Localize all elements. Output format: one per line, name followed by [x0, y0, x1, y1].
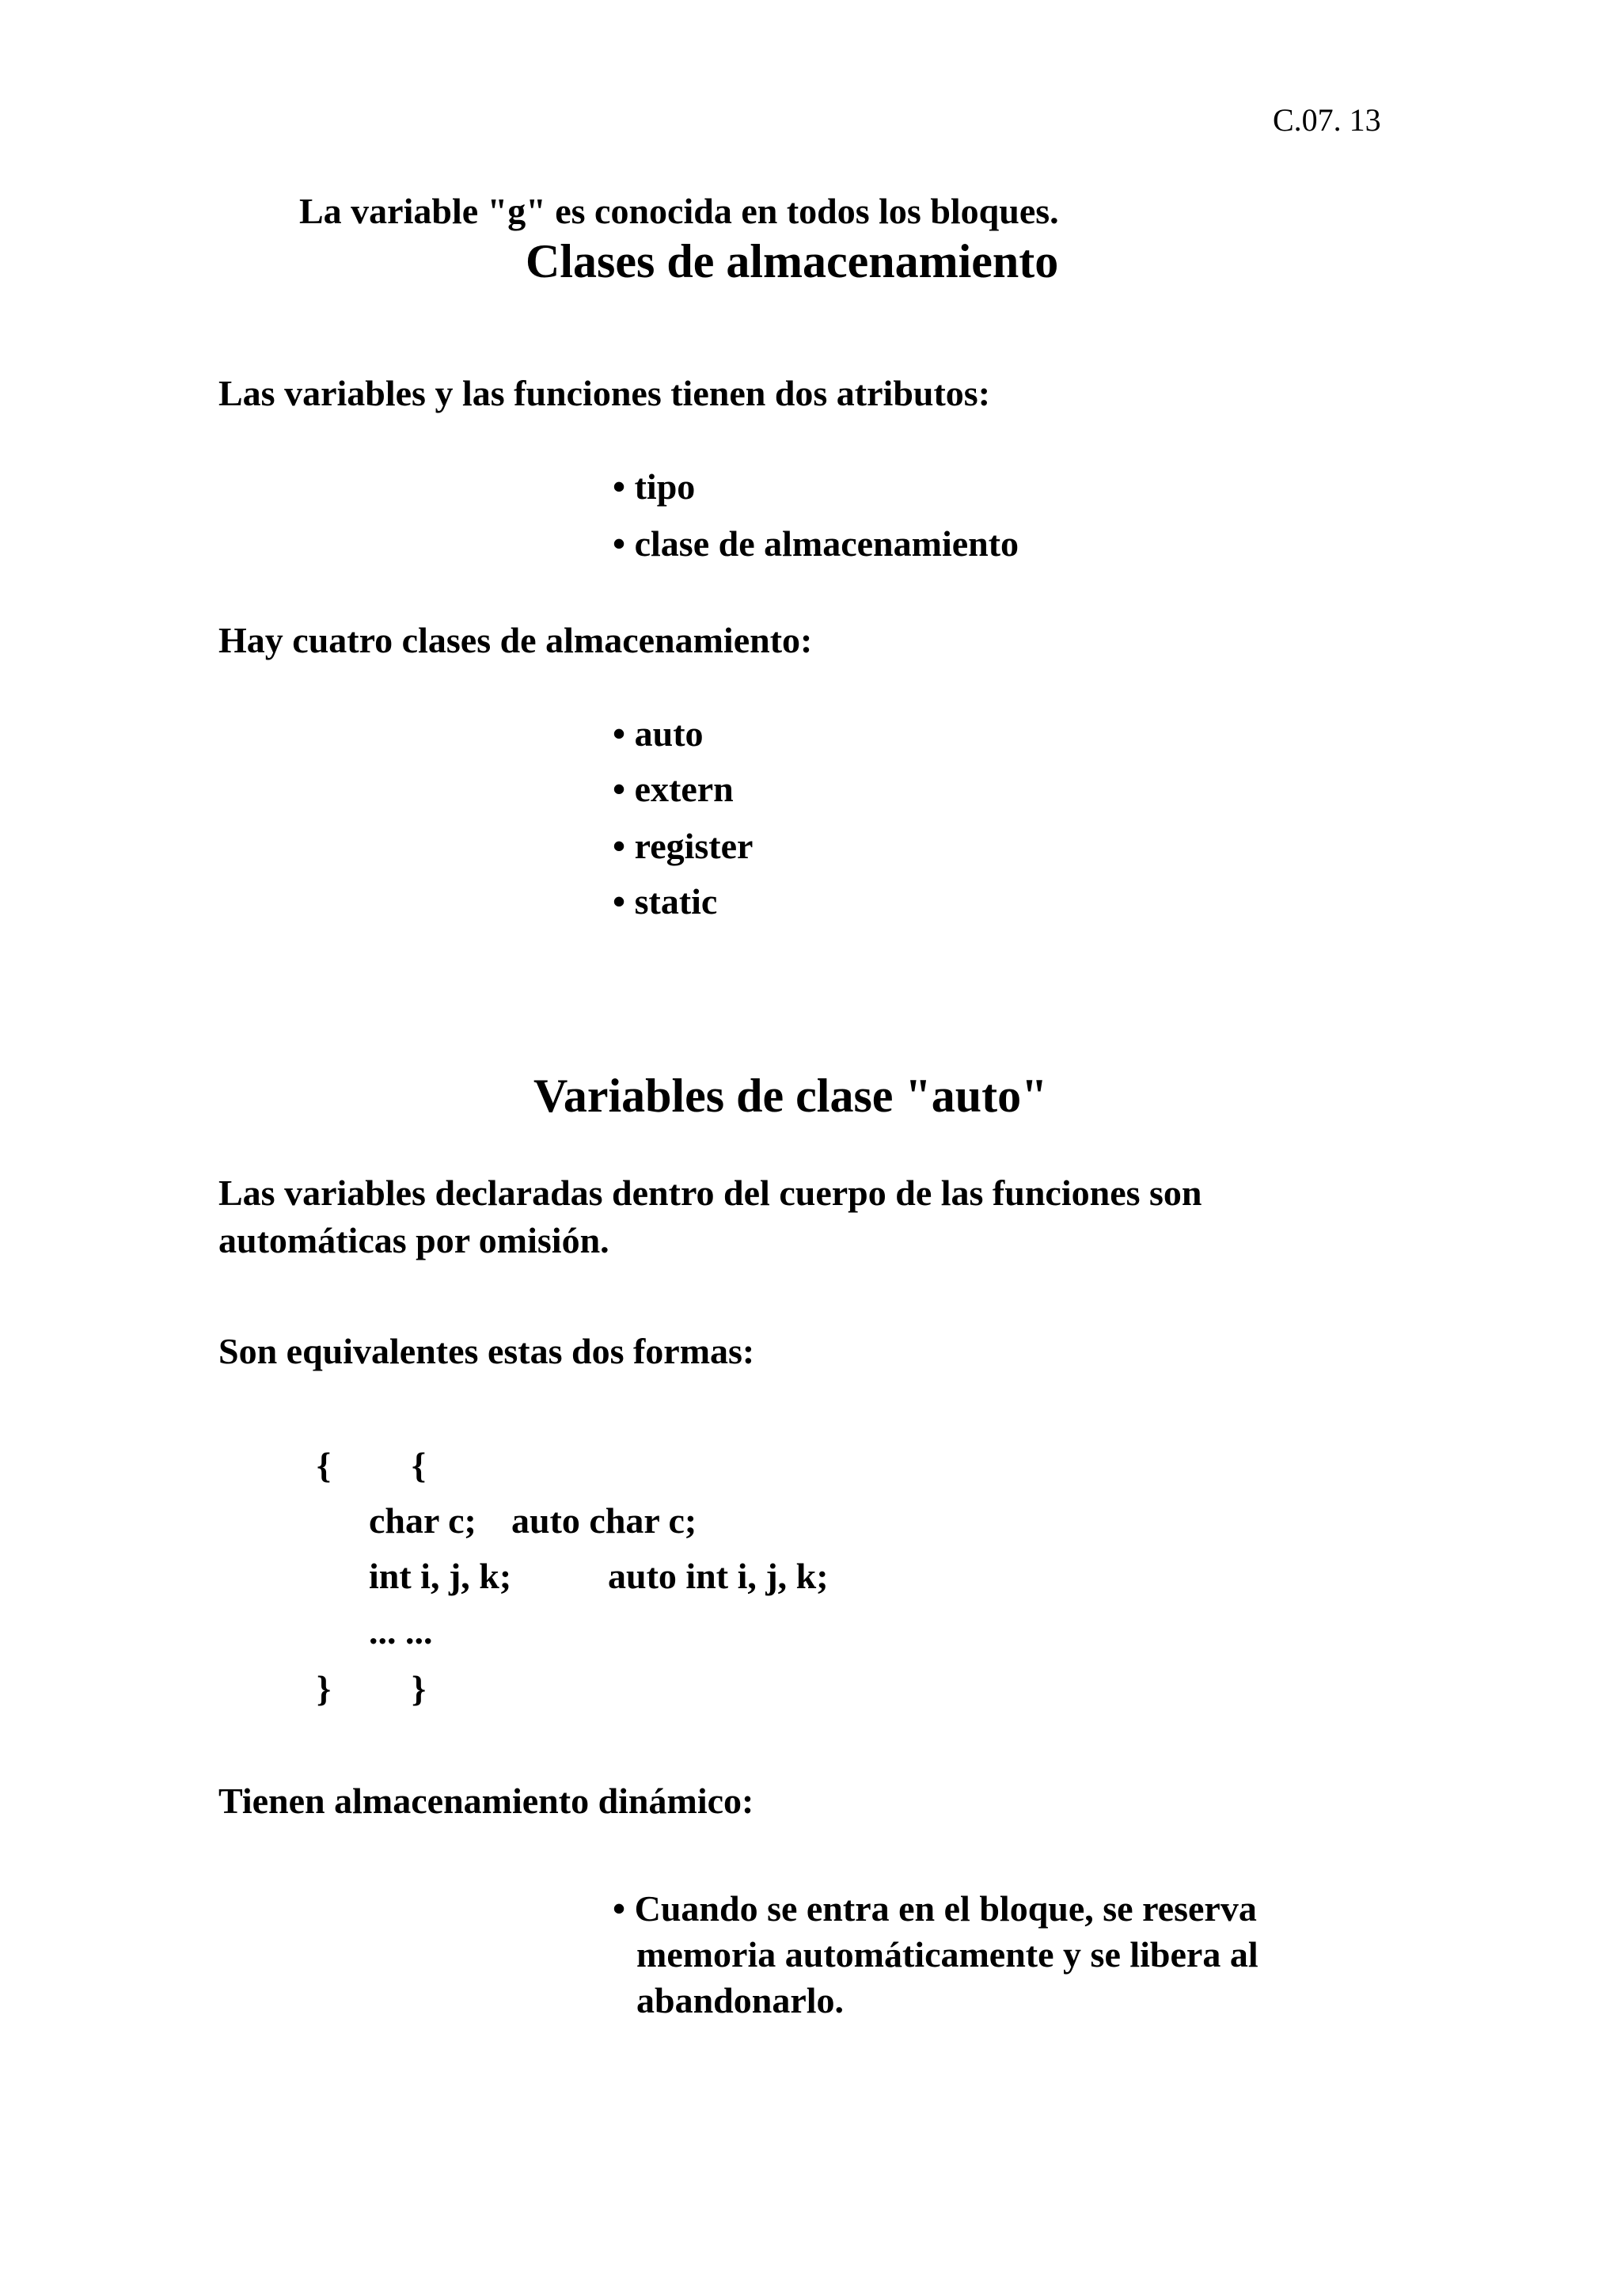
code-line-2-right: auto int i, j, k;	[608, 1556, 829, 1596]
auto-paragraph-line-2: automáticas por omisión.	[218, 1220, 609, 1260]
section-heading-auto-variables: Variables de clase "auto"	[533, 1070, 1048, 1122]
code-line-2-left: int i, j, k;	[369, 1556, 512, 1596]
class-item-static: • static	[613, 881, 718, 922]
code-line-1-left: char c;	[369, 1500, 476, 1541]
attribute-item-type: • tipo	[613, 466, 696, 507]
attribute-item-storage-class: • clase de almacenamiento	[613, 523, 1019, 564]
classes-intro: Hay cuatro clases de almacenamiento:	[218, 620, 813, 660]
storage-bullet-line-1: • Cuando se entra en el bloque, se reserva	[613, 1888, 1257, 1929]
code-open-brace-right: {	[412, 1445, 427, 1485]
class-item-register: • register	[613, 826, 754, 866]
storage-intro: Tienen almacenamiento dinámico:	[218, 1781, 754, 1821]
auto-paragraph-line-1: Las variables declaradas dentro del cuerpo de las funciones son	[218, 1173, 1202, 1213]
class-item-auto: • auto	[613, 713, 704, 754]
code-close-brace-left: }	[317, 1668, 332, 1709]
section-heading-storage-classes: Clases de almacenamiento	[526, 235, 1059, 287]
storage-bullet-line-2: memoria automáticamente y se libera al	[636, 1934, 1258, 1975]
intro-line: La variable "g" es conocida en todos los bloques.	[299, 191, 1059, 231]
class-item-extern: • extern	[613, 769, 734, 809]
code-close-brace-right: }	[412, 1668, 427, 1709]
page-number: C.07. 13	[1273, 102, 1381, 138]
code-open-brace-left: {	[317, 1445, 332, 1485]
storage-bullet-line-3: abandonarlo.	[636, 1980, 845, 2020]
code-line-3: ... ...	[369, 1611, 433, 1652]
forms-intro: Son equivalentes estas dos formas:	[218, 1331, 755, 1371]
code-line-1-right: auto char c;	[511, 1500, 697, 1541]
attributes-intro: Las variables y las funciones tienen dos atributos:	[218, 373, 991, 413]
